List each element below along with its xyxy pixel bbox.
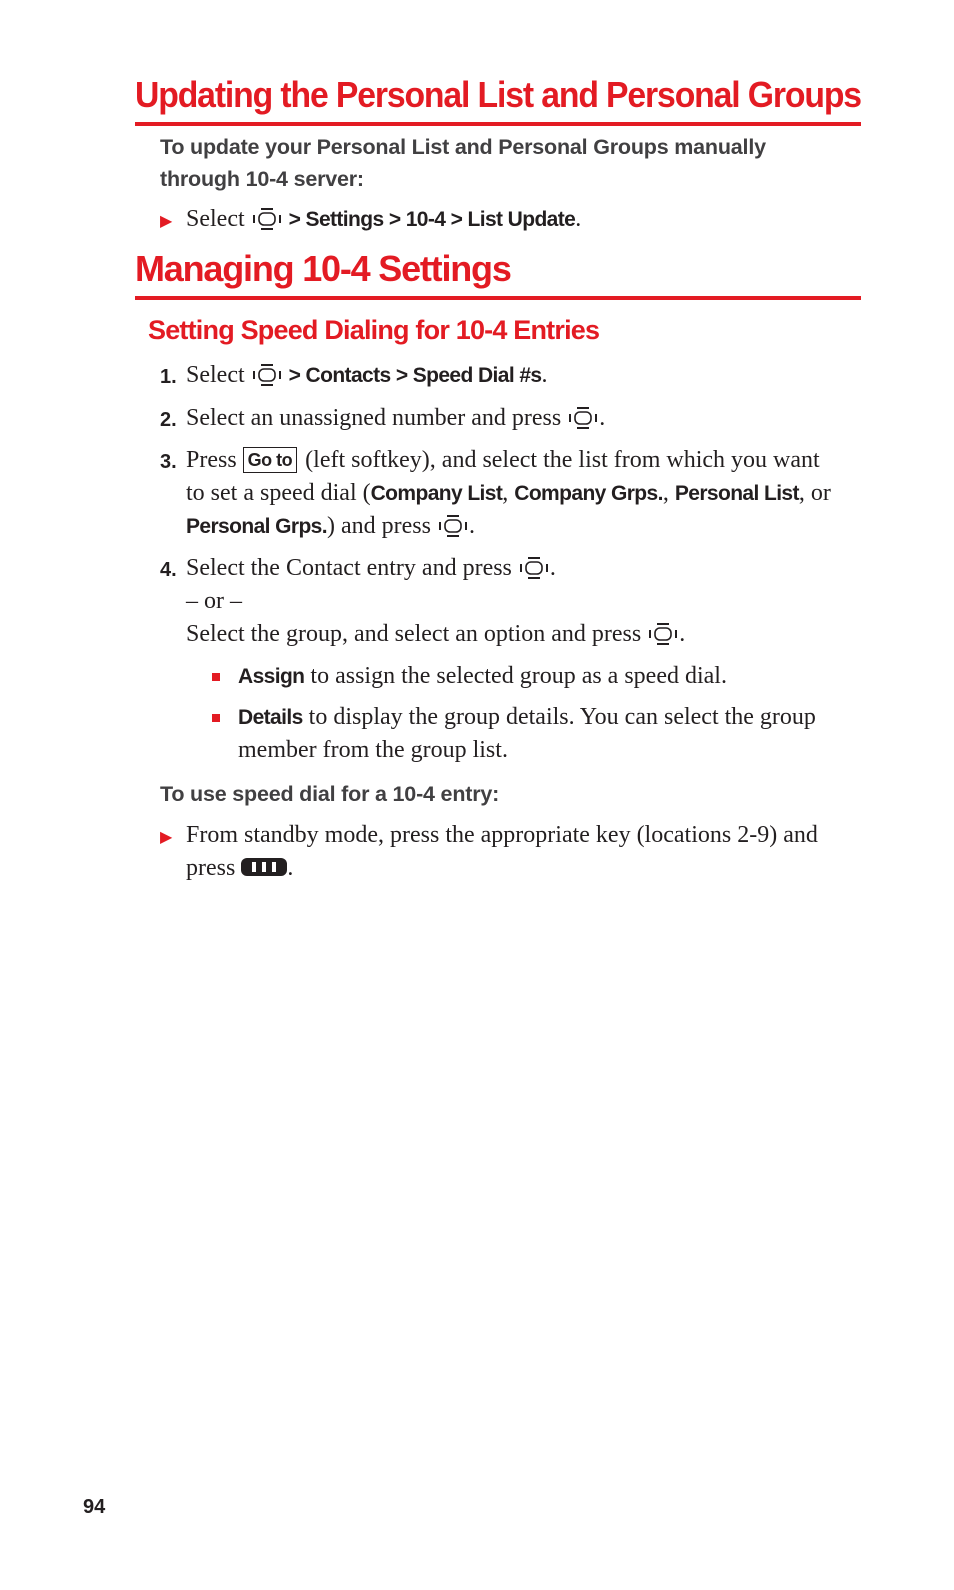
numbered-step-3: 3. Press Go to (left softkey), and select the list from which you want to set a speed dial (Company List, Company Grps., Personal List, or Personal Grps.) and press .: [160, 447, 831, 539]
section-title-managing: Managing 10-4 Settings: [135, 248, 861, 300]
or-separator: – or –: [186, 588, 242, 614]
option-label: Details: [238, 706, 303, 729]
lead-use-speed-dial: To use speed dial for a 10-4 entry:: [160, 782, 500, 806]
numbered-step-4: 4. Select the Contact entry and press . – or – Select the group, and select an option and press .: [160, 555, 686, 647]
option-personal-groups: Personal Grps.: [186, 515, 327, 538]
option-label: Assign: [238, 665, 305, 688]
page-number: 94: [83, 1496, 106, 1518]
lead-update-manual: To update your Personal List and Personal Groups manually through 10-4 server:: [160, 135, 766, 191]
option-item-details: Details to display the group details. You can select the group member from the group list.: [0, 701, 954, 769]
step-select-text: Select: [186, 206, 245, 232]
speed-dial-menu-path: > Contacts > Speed Dial #s: [288, 364, 542, 387]
option-personal-list: Personal List: [674, 482, 799, 505]
go-to-softkey-icon: Go to: [243, 447, 298, 473]
triangle-bullet-icon: ▶: [160, 829, 173, 846]
menu-ok-key-icon: [647, 621, 679, 647]
talk-key-icon: [241, 858, 287, 876]
section-title-updating: Updating the Personal List and Personal Groups: [135, 74, 861, 126]
menu-ok-key-icon: [518, 555, 550, 581]
menu-ok-key-icon: [567, 405, 599, 431]
numbered-step-1: 1. Select > Contacts > Speed Dial #s.: [160, 362, 548, 388]
triangle-bullet-icon: ▶: [160, 213, 173, 230]
menu-ok-key-icon: [251, 206, 283, 232]
step-menu-path: > Settings > 10-4 > List Update: [288, 208, 576, 231]
step-use-speed-dial: ▶ From standby mode, press the appropriate key (locations 2-9) and press .: [160, 822, 818, 881]
numbered-step-2: 2. Select an unassigned number and press .: [160, 405, 606, 431]
menu-ok-key-icon: [437, 513, 469, 539]
option-item-assign: Assign to assign the selected group as a speed dial.: [0, 660, 954, 694]
option-company-groups: Company Grps.: [514, 482, 663, 505]
option-company-list: Company List: [370, 482, 503, 505]
menu-ok-key-icon: [251, 362, 283, 388]
step-list-update: ▶ Select > Settings > 10-4 > List Update.: [0, 203, 954, 237]
square-bullet-icon: [212, 673, 220, 681]
square-bullet-icon: [212, 714, 220, 722]
subsection-title-speed-dialing: Setting Speed Dialing for 10-4 Entries: [148, 315, 600, 345]
